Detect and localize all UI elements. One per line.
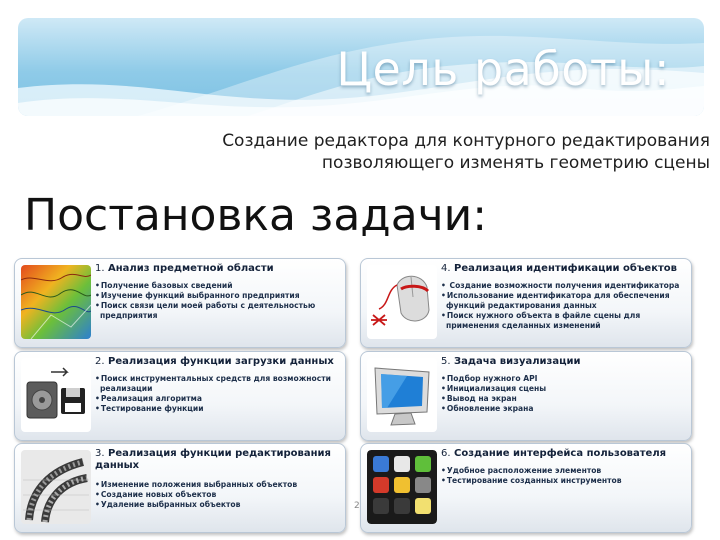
terrain-map-icon <box>21 265 91 339</box>
list-item: • Вывод на экран <box>441 394 685 404</box>
title-banner <box>18 18 704 116</box>
section-heading: Постановка задачи: <box>24 190 488 241</box>
card-title <box>95 448 339 472</box>
mouse-pointer-icon <box>367 265 437 339</box>
card-title <box>441 356 685 368</box>
card-list <box>441 466 685 486</box>
disk-save-icon <box>21 358 91 432</box>
list-item: • Использование идентификатора для обеспечения функций редактирования данных <box>441 291 685 311</box>
page-title: Цель работы: <box>336 42 670 96</box>
card-title <box>441 263 685 275</box>
list-item: • Инициализация сцены <box>441 384 685 394</box>
goal-line: Создание редактора для контурного редактирования <box>222 131 710 151</box>
card-list <box>95 480 339 510</box>
list-item: • Создание новых объектов <box>95 490 339 500</box>
goal-text <box>190 130 710 174</box>
task-card-1 <box>14 258 346 348</box>
app-grid-icon <box>367 450 437 524</box>
list-item: • Реализация алгоритма <box>95 394 339 404</box>
card-title-text: Реализация функции редактирования данных <box>95 448 331 471</box>
list-item: • Поиск нужного объекта в файле сцены для применения сделанных изменений <box>441 311 685 331</box>
task-card-6 <box>360 443 692 533</box>
card-title-text: Создание интерфейса пользователя <box>454 448 667 459</box>
list-item: • Поиск инструментальных средств для возможности реализации <box>95 374 339 394</box>
card-title <box>95 263 339 275</box>
card-number: 2. <box>95 356 105 367</box>
card-title-text: Анализ предметной области <box>108 263 274 274</box>
task-card-3 <box>14 443 346 533</box>
card-number: 3. <box>95 448 105 459</box>
card-number: 4. <box>441 263 451 274</box>
goal-line: позволяющего изменять геометрию сцены <box>321 153 710 173</box>
list-item: • Удаление выбранных объектов <box>95 500 339 510</box>
list-item: • Получение базовых сведений <box>95 281 339 291</box>
card-list <box>95 374 339 414</box>
task-card-5 <box>360 351 692 441</box>
list-item: • Поиск связи цели моей работы с деятельностью предприятия <box>95 301 339 321</box>
list-item: • Создание возможности получения идентификатора <box>441 281 685 291</box>
card-title-text: Реализация функции загрузки данных <box>108 356 334 367</box>
page-number: 2 <box>354 501 360 511</box>
list-item: • Изменение положения выбранных объектов <box>95 480 339 490</box>
card-number: 6. <box>441 448 451 459</box>
list-item: • Обновление экрана <box>441 404 685 414</box>
card-title <box>441 448 685 460</box>
list-item: • Подбор нужного API <box>441 374 685 384</box>
list-item: • Удобное расположение элементов <box>441 466 685 476</box>
list-item: • Изучение функций выбранного предприятия <box>95 291 339 301</box>
task-card-2 <box>14 351 346 441</box>
card-title-text: Задача визуализации <box>454 356 581 367</box>
card-title <box>95 356 339 368</box>
card-number: 5. <box>441 356 451 367</box>
task-card-4 <box>360 258 692 348</box>
list-item: • Тестирование созданных инструментов <box>441 476 685 486</box>
card-list <box>95 281 339 321</box>
card-number: 1. <box>95 263 105 274</box>
card-list <box>441 374 685 414</box>
wireframe-mesh-icon <box>21 450 91 524</box>
list-item: • Тестирование функции <box>95 404 339 414</box>
card-title-text: Реализация идентификации объектов <box>454 263 677 274</box>
card-list <box>441 281 685 331</box>
monitor-icon <box>367 358 437 432</box>
